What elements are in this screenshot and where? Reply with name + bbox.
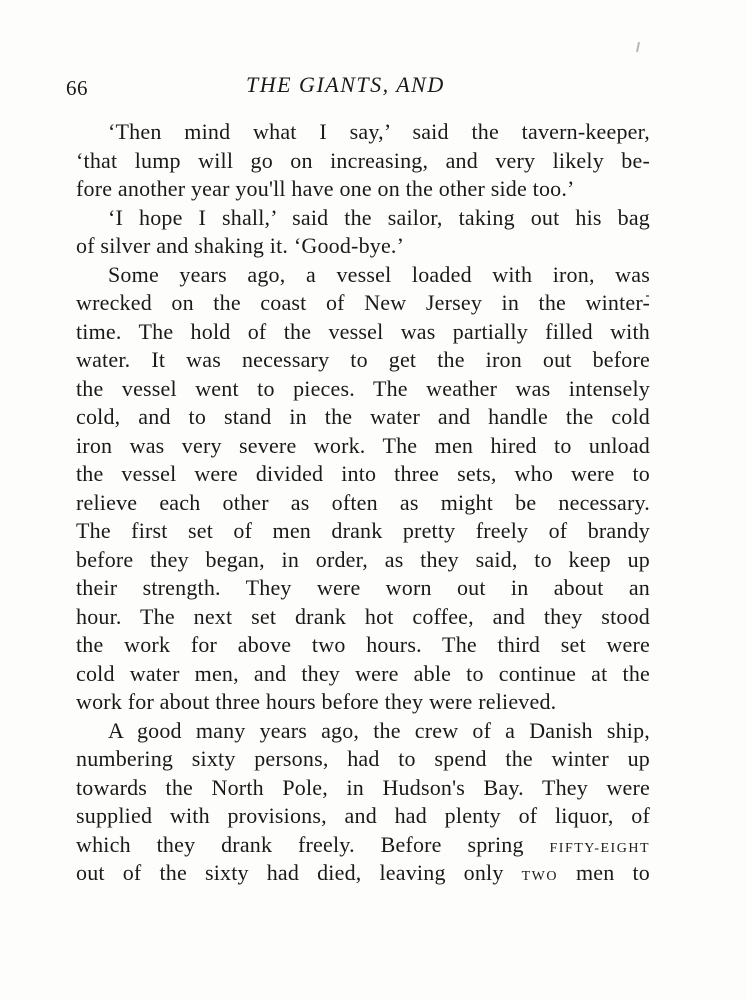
page-number: 66	[66, 76, 88, 100]
text-line: cold, and to stand in the water and handle the cold	[76, 404, 650, 429]
text-line: ‘that lump will go on increasing, and very likely be-	[76, 147, 650, 173]
text-line	[76, 859, 650, 888]
body-text	[76, 118, 650, 888]
text-line: cold water men, and they were able to continue at the	[76, 660, 650, 686]
text-line: fore another year you'll have one on the other side too.’	[76, 176, 575, 201]
text-line: Some years ago, a vessel loaded with iron, was	[108, 261, 650, 287]
text-line: wrecked on the coast of New Jersey in the winter-	[76, 290, 650, 315]
text-line: time. The hold of the vessel was partially filled with	[76, 318, 650, 344]
text-line: relieve each other as often as might be necessary.	[76, 489, 650, 515]
text-line: the work for above two hours. The third set were	[76, 632, 650, 657]
page-header	[62, 70, 662, 104]
text-line	[76, 831, 650, 860]
text-line: numbering sixty persons, had to spend the winter up	[76, 746, 650, 771]
text-line: before they began, in order, as they said, to keep up	[76, 546, 650, 572]
text-line: The first set of men drank pretty freely of brandy	[76, 518, 650, 543]
text-line: hour. The next set drank hot coffee, and they stood	[76, 603, 650, 629]
paper-speck	[636, 42, 640, 52]
text-line: supplied with provisions, and had plenty of liquor, of	[76, 803, 650, 828]
text-line: iron was very severe work. The men hired to unload	[76, 432, 650, 458]
text-line: A good many years ago, the crew of a Danish ship,	[108, 717, 650, 743]
running-title: THE GIANTS, AND	[246, 72, 445, 97]
text-run: men to	[576, 860, 650, 885]
text-run: which they drank freely. Before spring	[76, 831, 524, 857]
text-line: work for about three hours before they were relieved.	[76, 689, 557, 714]
text-line: ‘I hope I shall,’ said the sailor, taking out his bag	[108, 204, 650, 230]
text-line: their strength. They were worn out in about an	[76, 575, 650, 600]
small-caps-text: TWO	[521, 869, 558, 884]
text-line: the vessel were divided into three sets, who were to	[76, 461, 650, 486]
small-caps-text: FIFTY-EIGHT	[549, 840, 650, 856]
text-line: water. It was necessary to get the iron out before	[76, 347, 650, 372]
text-line: of silver and shaking it. ‘Good-bye.’	[76, 233, 405, 258]
text-line: ‘Then mind what I say,’ said the tavern-keeper,	[108, 119, 650, 144]
text-line: towards the North Pole, in Hudson's Bay. They were	[76, 774, 650, 800]
text-line: the vessel went to pieces. The weather was intensely	[76, 375, 650, 401]
text-run: out of the sixty had died, leaving only	[76, 860, 504, 885]
